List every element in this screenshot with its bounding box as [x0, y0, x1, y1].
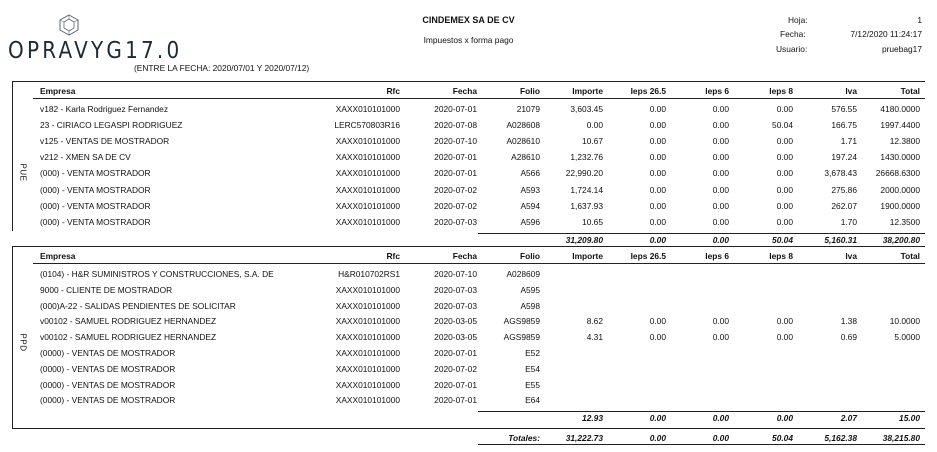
cell-iva: 0.69 [840, 332, 857, 343]
cell-ieps265: 0.00 [649, 120, 666, 131]
date-value: 7/12/2020 11:24:17 [850, 29, 922, 39]
cell-empresa: v125 - VENTAS DE MOSTRADOR [40, 136, 170, 147]
cell-rfc: LERC570803R16 [334, 120, 400, 131]
cell-total: 5.0000 [894, 332, 920, 343]
grand-total-iva: 5,162.38 [824, 433, 857, 443]
subtotal-importe: 12.93 [582, 413, 603, 424]
cell-empresa: v00102 - SAMUEL RODRIGUEZ HERNANDEZ [40, 332, 217, 343]
cell-ieps8: 50.04 [772, 120, 793, 131]
cell-folio: E52 [525, 348, 540, 358]
column-header-total: Total [900, 251, 920, 261]
cell-ieps265: 0.00 [649, 184, 666, 195]
cell-importe: 1,232.76 [570, 152, 603, 163]
cell-iva: 197.24 [831, 152, 857, 163]
cell-rfc: XAXX010101000 [335, 136, 400, 147]
cell-folio: A593 [520, 184, 540, 195]
cell-fecha: 2020-07-10 [434, 269, 477, 279]
cell-folio: A28610 [511, 152, 540, 163]
subtotal-iva: 2.07 [840, 413, 857, 424]
cell-ieps265: 0.00 [649, 316, 666, 327]
section-bracket-line [12, 246, 13, 429]
subtotal-total: 15.00 [899, 413, 920, 424]
header-underline [33, 263, 925, 264]
cell-importe: 10.67 [582, 136, 603, 147]
logo-text: OPRAVYG17.0 [8, 36, 183, 64]
subtotal-ieps8: 0.00 [776, 413, 793, 424]
cell-rfc: XAXX010101000 [335, 184, 400, 195]
cell-fecha: 2020-07-01 [434, 379, 477, 390]
cell-empresa: (000) - VENTA MOSTRADOR [40, 216, 151, 227]
column-header-fecha: Fecha [452, 251, 477, 261]
cell-folio: A566 [520, 168, 540, 179]
cell-folio: A598 [520, 300, 540, 311]
user-value: pruebag17 [881, 44, 922, 54]
cell-fecha: 2020-07-01 [434, 348, 477, 358]
section-label-ppd: PPD [18, 333, 28, 352]
header-underline [33, 98, 925, 99]
cell-rfc: XAXX010101000 [335, 379, 400, 390]
cell-importe: 22,990.20 [565, 168, 603, 179]
subtotal-ieps8: 50.04 [772, 234, 793, 245]
cell-folio: E55 [525, 379, 540, 390]
company-name: CINDEMEX SA DE CV [422, 15, 515, 25]
cell-empresa: (000) - VENTA MOSTRADOR [40, 184, 151, 195]
cell-importe: 1,637.93 [570, 200, 603, 211]
cell-folio: 21079 [516, 104, 540, 114]
cell-fecha: 2020-07-03 [434, 300, 477, 311]
cell-folio: AGS9859 [503, 332, 540, 343]
column-header-empresa: Empresa [40, 251, 76, 261]
cell-rfc: XAXX010101000 [335, 300, 400, 311]
cell-fecha: 2020-03-05 [434, 316, 477, 327]
cell-ieps265: 0.00 [649, 152, 666, 163]
cell-folio: E64 [525, 395, 540, 406]
grand-total-importe: 31,222.73 [565, 433, 603, 443]
column-header-empresa: Empresa [40, 86, 76, 96]
cell-ieps8: 0.00 [776, 136, 793, 147]
column-header-folio: Folio [519, 86, 540, 96]
cell-folio: AGS9859 [503, 316, 540, 327]
cell-importe: 4.31 [586, 332, 603, 343]
cell-iva: 262.07 [831, 200, 857, 211]
subtotal-ieps6: 0.00 [712, 413, 729, 424]
column-header-ieps6: Ieps 6 [705, 86, 729, 96]
cell-fecha: 2020-07-02 [434, 363, 477, 374]
cell-folio: A596 [520, 216, 540, 227]
cell-ieps6: 0.00 [712, 152, 729, 163]
cell-iva: 1.70 [840, 216, 857, 227]
column-header-ieps8: Ieps 8 [769, 251, 793, 261]
cell-empresa: v00102 - SAMUEL RODRIGUEZ HERNANDEZ [40, 316, 217, 327]
cell-ieps8: 0.00 [776, 200, 793, 211]
cell-iva: 1.71 [840, 136, 857, 147]
subtotal-total: 38,200.80 [882, 234, 920, 245]
cell-ieps265: 0.00 [649, 136, 666, 147]
cell-fecha: 2020-07-01 [434, 168, 477, 179]
cell-fecha: 2020-07-01 [434, 395, 477, 406]
section-bottom-rule [12, 428, 925, 429]
cell-empresa: (0000) - VENTAS DE MOSTRADOR [40, 363, 176, 374]
column-header-ieps8: Ieps 8 [769, 86, 793, 96]
cell-ieps6: 0.00 [712, 200, 729, 211]
cell-fecha: 2020-07-03 [434, 284, 477, 295]
cell-rfc: XAXX010101000 [335, 216, 400, 227]
cell-folio: A028610 [506, 136, 540, 147]
cell-rfc: XAXX010101000 [335, 332, 400, 343]
grand-total-ieps265: 0.00 [649, 433, 666, 443]
cell-ieps6: 0.00 [712, 184, 729, 195]
cell-ieps8: 0.00 [776, 332, 793, 343]
cell-importe: 10.65 [582, 216, 603, 227]
date-label: Fecha: [780, 29, 806, 39]
grand-total-underline [478, 444, 925, 445]
column-header-total: Total [900, 86, 920, 96]
cell-ieps8: 0.00 [776, 152, 793, 163]
cell-total: 12.3500 [889, 216, 920, 227]
cell-ieps6: 0.00 [712, 120, 729, 131]
column-header-iva: Iva [845, 86, 857, 96]
cell-iva: 275.86 [831, 184, 857, 195]
cell-empresa: v182 - Karla Rodriguez Fernandez [40, 104, 169, 114]
cell-rfc: XAXX010101000 [335, 152, 400, 163]
section-bracket-line [12, 81, 13, 231]
subtotal-ieps265: 0.00 [649, 413, 666, 424]
cell-rfc: XAXX010101000 [335, 200, 400, 211]
subtotal-ieps265: 0.00 [649, 234, 666, 245]
cell-importe: 8.62 [586, 316, 603, 327]
column-header-iva: Iva [845, 251, 857, 261]
date-range: (ENTRE LA FECHA: 2020/07/01 Y 2020/07/12) [134, 63, 310, 73]
cell-empresa: (0104) - H&R SUMINISTROS Y CONSTRUCCIONES, S.A. DE [40, 269, 274, 279]
report-subtitle: Impuestos x forma pago [423, 35, 514, 45]
cell-rfc: XAXX010101000 [335, 284, 400, 295]
cell-empresa: (000) - VENTA MOSTRADOR [40, 168, 151, 179]
cell-fecha: 2020-07-03 [434, 216, 477, 227]
subtotal-ieps6: 0.00 [712, 234, 729, 245]
cell-folio: A028609 [506, 269, 540, 279]
user-label: Usuario: [776, 44, 808, 54]
cell-ieps6: 0.00 [712, 104, 729, 114]
cell-rfc: XAXX010101000 [335, 395, 400, 406]
cell-empresa: (000)A-22 - SALIDAS PENDIENTES DE SOLICITAR [40, 300, 236, 311]
cell-fecha: 2020-07-08 [434, 120, 477, 131]
grand-total-label: Totales: [508, 433, 540, 443]
cell-rfc: XAXX010101000 [335, 363, 400, 374]
cell-rfc: XAXX010101000 [335, 316, 400, 327]
column-header-importe: Importe [572, 251, 603, 261]
cell-rfc: H&R010702RS1 [338, 269, 400, 279]
cell-total: 26668.6300 [875, 168, 920, 179]
grand-total-ieps8: 50.04 [772, 433, 793, 443]
cell-iva: 166.75 [831, 120, 857, 131]
cell-fecha: 2020-03-05 [434, 332, 477, 343]
cell-ieps6: 0.00 [712, 168, 729, 179]
cell-fecha: 2020-07-10 [434, 136, 477, 147]
cell-ieps6: 0.00 [712, 316, 729, 327]
cell-empresa: (0000) - VENTAS DE MOSTRADOR [40, 379, 176, 390]
cell-total: 2000.0000 [880, 184, 920, 195]
column-header-folio: Folio [519, 251, 540, 261]
column-header-ieps265: Ieps 26.5 [630, 251, 666, 261]
cell-rfc: XAXX010101000 [335, 168, 400, 179]
subtotal-importe: 31,209.80 [565, 234, 603, 245]
cell-empresa: v212 - XMEN SA DE CV [40, 152, 131, 163]
cell-importe: 0.00 [586, 120, 603, 131]
cell-total: 1997.4400 [880, 120, 920, 131]
cell-importe: 3,603.45 [570, 104, 603, 114]
cell-rfc: XAXX010101000 [335, 348, 400, 358]
cell-ieps265: 0.00 [649, 332, 666, 343]
column-header-ieps265: Ieps 26.5 [630, 86, 666, 96]
cell-ieps8: 0.00 [776, 184, 793, 195]
page-label: Hoja: [788, 15, 808, 25]
cell-total: 10.0000 [889, 316, 920, 327]
column-header-importe: Importe [572, 86, 603, 96]
section-top-rule [12, 246, 925, 247]
cell-rfc: XAXX010101000 [335, 104, 400, 114]
cell-folio: A595 [520, 284, 540, 295]
cell-importe: 1,724.14 [570, 184, 603, 195]
cell-ieps265: 0.00 [649, 216, 666, 227]
cell-folio: E54 [525, 363, 540, 374]
cell-total: 1900.0000 [880, 200, 920, 211]
cell-ieps8: 0.00 [776, 216, 793, 227]
cell-ieps265: 0.00 [649, 168, 666, 179]
grand-total-ieps6: 0.00 [712, 433, 729, 443]
cell-folio: A594 [520, 200, 540, 211]
column-header-fecha: Fecha [452, 86, 477, 96]
cell-total: 1430.0000 [880, 152, 920, 163]
cell-ieps8: 0.00 [776, 168, 793, 179]
column-header-rfc: Rfc [386, 86, 400, 96]
cell-empresa: 23 - CIRIACO LEGASPI RODRIGUEZ [40, 120, 183, 131]
cell-ieps8: 0.00 [776, 104, 793, 114]
cell-fecha: 2020-07-02 [434, 200, 477, 211]
cell-ieps265: 0.00 [649, 200, 666, 211]
cell-ieps265: 0.00 [649, 104, 666, 114]
cell-fecha: 2020-07-01 [434, 152, 477, 163]
cell-folio: A028608 [506, 120, 540, 131]
section-label-pue: PUE [18, 163, 28, 182]
cell-total: 12.3800 [889, 136, 920, 147]
cell-empresa: (0000) - VENTAS DE MOSTRADOR [40, 395, 176, 406]
cell-empresa: (000) - VENTA MOSTRADOR [40, 200, 151, 211]
column-header-rfc: Rfc [386, 251, 400, 261]
cell-empresa: (0000) - VENTAS DE MOSTRADOR [40, 348, 176, 358]
cell-fecha: 2020-07-01 [434, 104, 477, 114]
cell-iva: 1.38 [840, 316, 857, 327]
cell-fecha: 2020-07-02 [434, 184, 477, 195]
subtotal-rule [478, 233, 925, 234]
section-top-rule [12, 81, 925, 82]
grand-total-total: 38,215.80 [882, 433, 920, 443]
cell-ieps8: 0.00 [776, 316, 793, 327]
cell-empresa: 9000 - CLIENTE DE MOSTRADOR [40, 284, 173, 295]
subtotal-iva: 5,160.31 [824, 234, 857, 245]
subtotal-rule [478, 411, 925, 412]
cell-ieps6: 0.00 [712, 332, 729, 343]
cell-ieps6: 0.00 [712, 216, 729, 227]
cell-total: 4180.0000 [880, 104, 920, 114]
cell-ieps6: 0.00 [712, 136, 729, 147]
cell-iva: 3,678.43 [824, 168, 857, 179]
column-header-ieps6: Ieps 6 [705, 251, 729, 261]
page-value: 1 [917, 15, 922, 25]
cell-iva: 576.55 [831, 104, 857, 114]
